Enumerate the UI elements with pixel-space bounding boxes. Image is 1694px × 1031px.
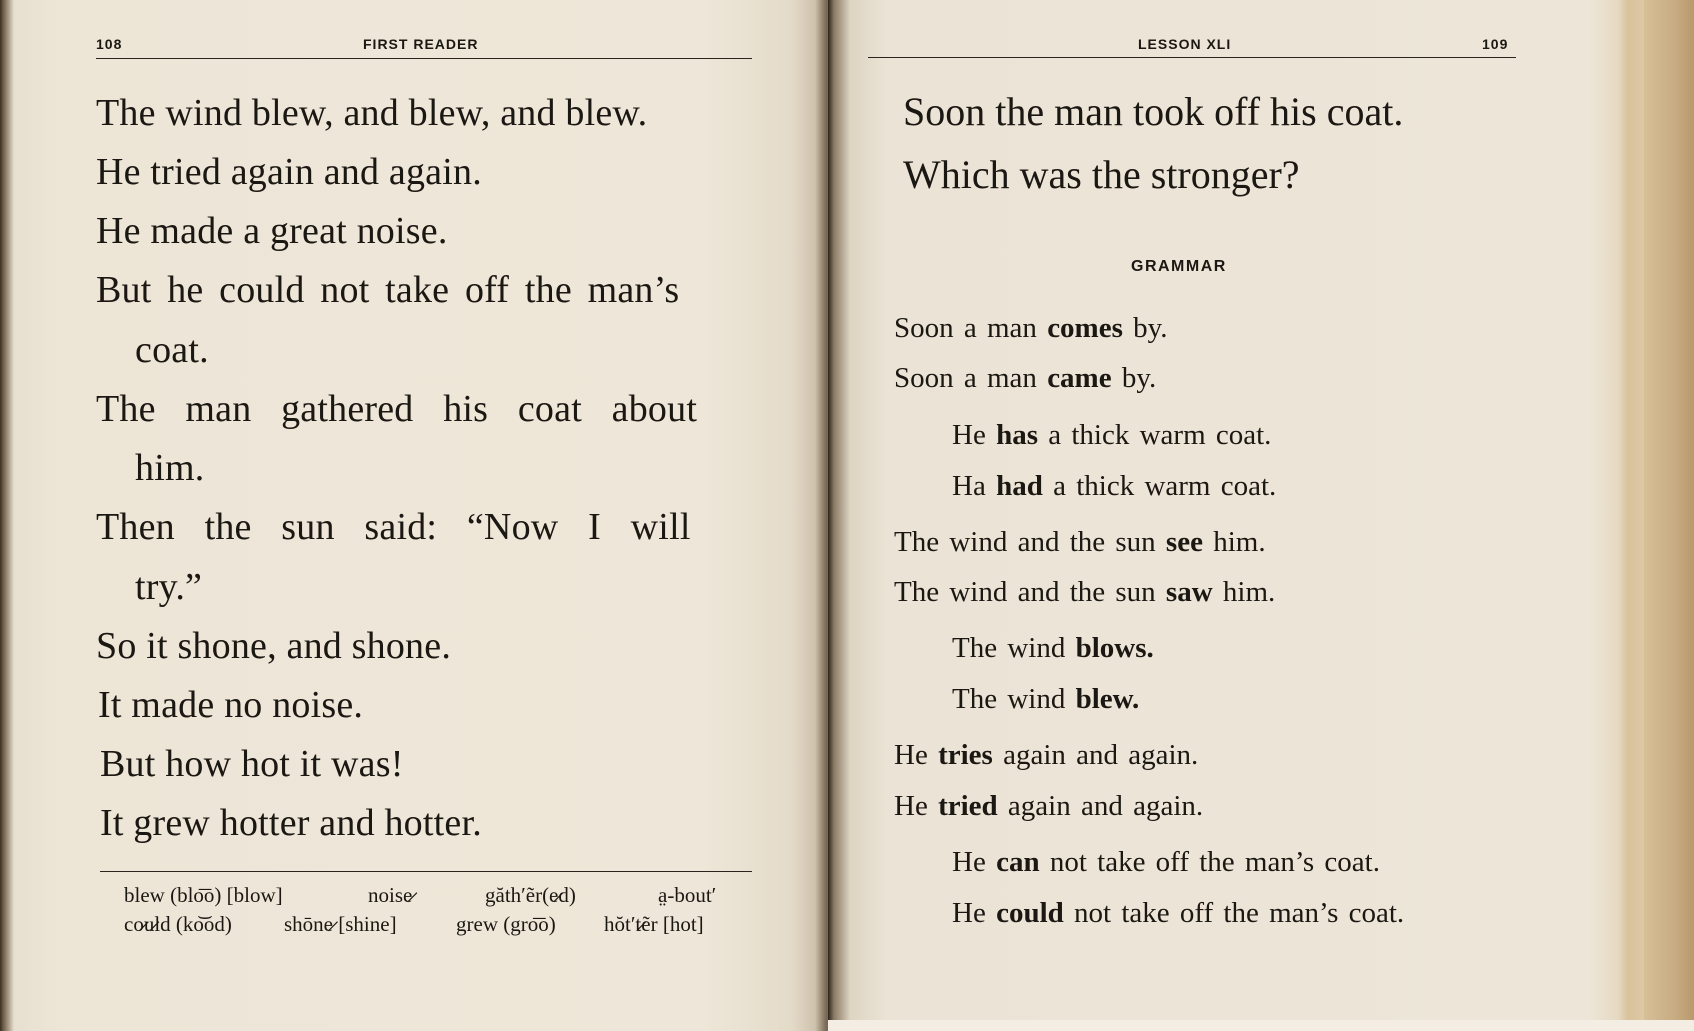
grammar-text: The wind and the sun <box>894 576 1156 608</box>
grammar-text: The wind <box>952 683 1066 715</box>
left-head-rule <box>96 58 752 59</box>
story-line: So it shone, and shone. <box>96 625 452 667</box>
grammar-line <box>894 362 1156 395</box>
pronunciation-entry: blew (blo͞o) [blow] <box>124 883 283 907</box>
grammar-verb: see <box>1165 526 1203 558</box>
grammar-text: not take off the man’s coat. <box>1074 897 1405 929</box>
grammar-line <box>952 419 1271 452</box>
grammar-line <box>952 683 1139 716</box>
grammar-verb: came <box>1047 362 1112 394</box>
pronunciation-entry: găth′ẽr(e̷d) <box>485 883 576 907</box>
grammar-line <box>894 576 1275 609</box>
story-line: He made a great noise. <box>96 210 448 252</box>
grammar-line <box>952 470 1276 503</box>
grammar-text: He <box>894 739 928 771</box>
grammar-text: Soon a man <box>894 362 1037 394</box>
right-head-rule <box>868 57 1516 58</box>
lesson-title: LESSON XLI <box>1138 36 1232 52</box>
grammar-text: again and again. <box>1007 790 1204 822</box>
grammar-text: Soon a man <box>894 312 1037 344</box>
grammar-line <box>894 312 1168 345</box>
left-page-number: 108 <box>96 36 123 52</box>
story-line: try.” <box>135 566 203 608</box>
left-page <box>0 0 828 1031</box>
grammar-text: him. <box>1222 576 1276 608</box>
grammar-text: again and again. <box>1003 739 1199 771</box>
left-running-head <box>96 36 752 58</box>
grammar-verb: could <box>996 897 1064 929</box>
pronunciation-entry: co̷u̷ld (ko͝od) <box>124 912 232 936</box>
story-line: him. <box>135 447 205 489</box>
right-running-head <box>1138 36 1258 58</box>
grammar-text: him. <box>1213 526 1266 558</box>
grammar-text: Ha <box>952 470 986 502</box>
grammar-line <box>952 897 1404 930</box>
grammar-verb: can <box>996 846 1040 878</box>
grammar-text: by. <box>1121 362 1157 394</box>
grammar-text: He <box>952 897 986 929</box>
grammar-verb: blew. <box>1075 683 1140 715</box>
grammar-text: The wind <box>952 632 1066 664</box>
page-edge <box>1644 0 1694 1031</box>
story-line: The wind blew, and blew, and blew. <box>96 92 648 134</box>
grammar-verb: tried <box>938 790 998 822</box>
grammar-text: He <box>894 790 928 822</box>
grammar-verb: comes <box>1047 312 1123 344</box>
pronunciation-entry: hŏt′t̷ẽr [hot] <box>604 912 704 936</box>
left-running-title: FIRST READER <box>363 36 479 52</box>
story-line: But he could not take off the man’s <box>96 269 680 311</box>
grammar-line <box>894 526 1266 559</box>
grammar-line <box>894 739 1198 772</box>
grammar-text: He <box>952 846 986 878</box>
grammar-verb: has <box>996 419 1038 451</box>
story-line: Then the sun said: “Now I will <box>96 506 691 548</box>
pronunciation-entry: a̤-bout′ <box>658 883 717 907</box>
story-line: The man gathered his coat about <box>96 388 698 430</box>
right-page-number: 109 <box>1482 36 1509 52</box>
grammar-line <box>894 790 1203 823</box>
right-page-number-wrap <box>1482 36 1532 58</box>
story-line: Soon the man took off his coat. <box>903 89 1404 134</box>
story-line: He tried again and again. <box>96 151 482 193</box>
grammar-text: The wind and the sun <box>894 526 1156 558</box>
grammar-verb: had <box>996 470 1043 502</box>
grammar-text: He <box>952 419 986 451</box>
pronunciation-entry: shōne̷ [shine] <box>284 912 397 936</box>
story-line: It grew hotter and hotter. <box>100 802 482 844</box>
grammar-text: by. <box>1133 312 1168 344</box>
grammar-text: not take off the man’s coat. <box>1049 846 1380 878</box>
grammar-verb: saw <box>1165 576 1213 608</box>
grammar-verb: blows. <box>1075 632 1154 664</box>
pronunciation-entry: grew (gro͞o) <box>456 912 556 936</box>
grammar-line <box>952 632 1154 665</box>
grammar-line <box>952 846 1380 879</box>
left-foot-rule <box>100 871 752 872</box>
grammar-text: a thick warm coat. <box>1053 470 1277 502</box>
grammar-text: a thick warm coat. <box>1048 419 1272 451</box>
grammar-verb: tries <box>938 739 993 771</box>
story-line: But how hot it was! <box>100 743 404 785</box>
story-line: Which was the stronger? <box>903 152 1300 197</box>
pronunciation-entry: noise̷ <box>368 883 413 907</box>
story-line: It made no noise. <box>98 684 364 726</box>
page-bottom <box>828 1020 1694 1031</box>
grammar-heading: GRAMMAR <box>1131 258 1227 275</box>
story-line: coat. <box>135 329 209 371</box>
